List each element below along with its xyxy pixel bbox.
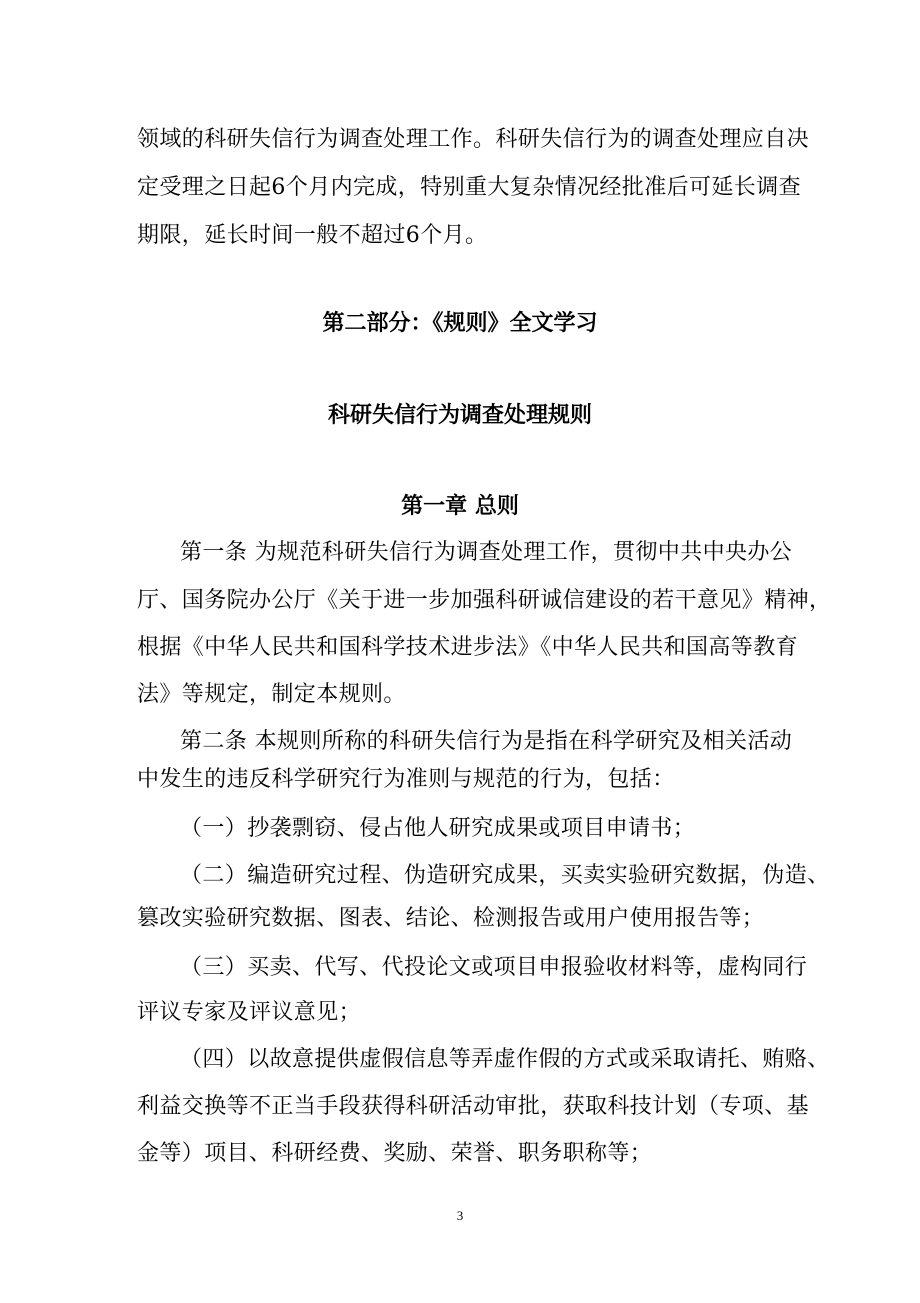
- article1-line-2: 厅、国务院办公厅《关于进一步加强科研诚信建设的若干意见》精神，: [137, 588, 832, 613]
- item4-line-2: 利益交换等不正当手段获得科研活动审批，获取科技计划（专项、基: [137, 1094, 810, 1119]
- article1-line-1: 第一条 为规范科研失信行为调查处理工作，贯彻中共中央办公: [180, 540, 793, 565]
- item4-line-1: （四）以故意提供虚假信息等弄虚作假的方式或采取请托、贿赂、: [180, 1047, 830, 1072]
- item3-line-1: （三）买卖、代写、代投论文或项目申报验收材料等，虚构同行: [180, 955, 808, 980]
- article1-line-4: 法》等规定，制定本规则。: [137, 682, 406, 707]
- item2-line-1: （二）编造研究过程、伪造研究成果，买卖实验研究数据，伪造、: [180, 863, 830, 888]
- chapter-title: 第一章 总则: [401, 494, 519, 519]
- rules-title: 科研失信行为调查处理规则: [327, 403, 592, 428]
- article1-line-3: 根据《中华人民共和国科学技术进步法》《中华人民共和国高等教育: [137, 635, 799, 660]
- item3-line-2: 评议专家及评议意见；: [137, 1000, 362, 1025]
- item2-line-2: 篡改实验研究数据、图表、结论、检测报告或用户使用报告等；: [137, 906, 765, 931]
- article2-line-2: 中发生的违反科学研究行为准则与规范的行为，包括：: [137, 767, 675, 792]
- article2-line-1: 第二条 本规则所称的科研失信行为是指在科学研究及相关活动: [180, 729, 793, 754]
- intro-line-2: 定受理之日起6个月内完成，特别重大复杂情况经批准后可延长调查: [137, 175, 801, 200]
- item4-line-3: 金等）项目、科研经费、奖励、荣誉、职务职称等；: [137, 1141, 653, 1166]
- item1-line-1: （一）抄袭剽窃、侵占他人研究成果或项目申请书；: [180, 816, 696, 841]
- intro-line-1: 领域的科研失信行为调查处理工作。科研失信行为的调查处理应自决: [137, 127, 810, 152]
- intro-line-3: 期限，延长时间一般不超过6个月。: [137, 223, 488, 248]
- page-number: 3: [456, 1208, 464, 1223]
- part-heading: 第二部分：《规则》全文学习: [322, 311, 598, 336]
